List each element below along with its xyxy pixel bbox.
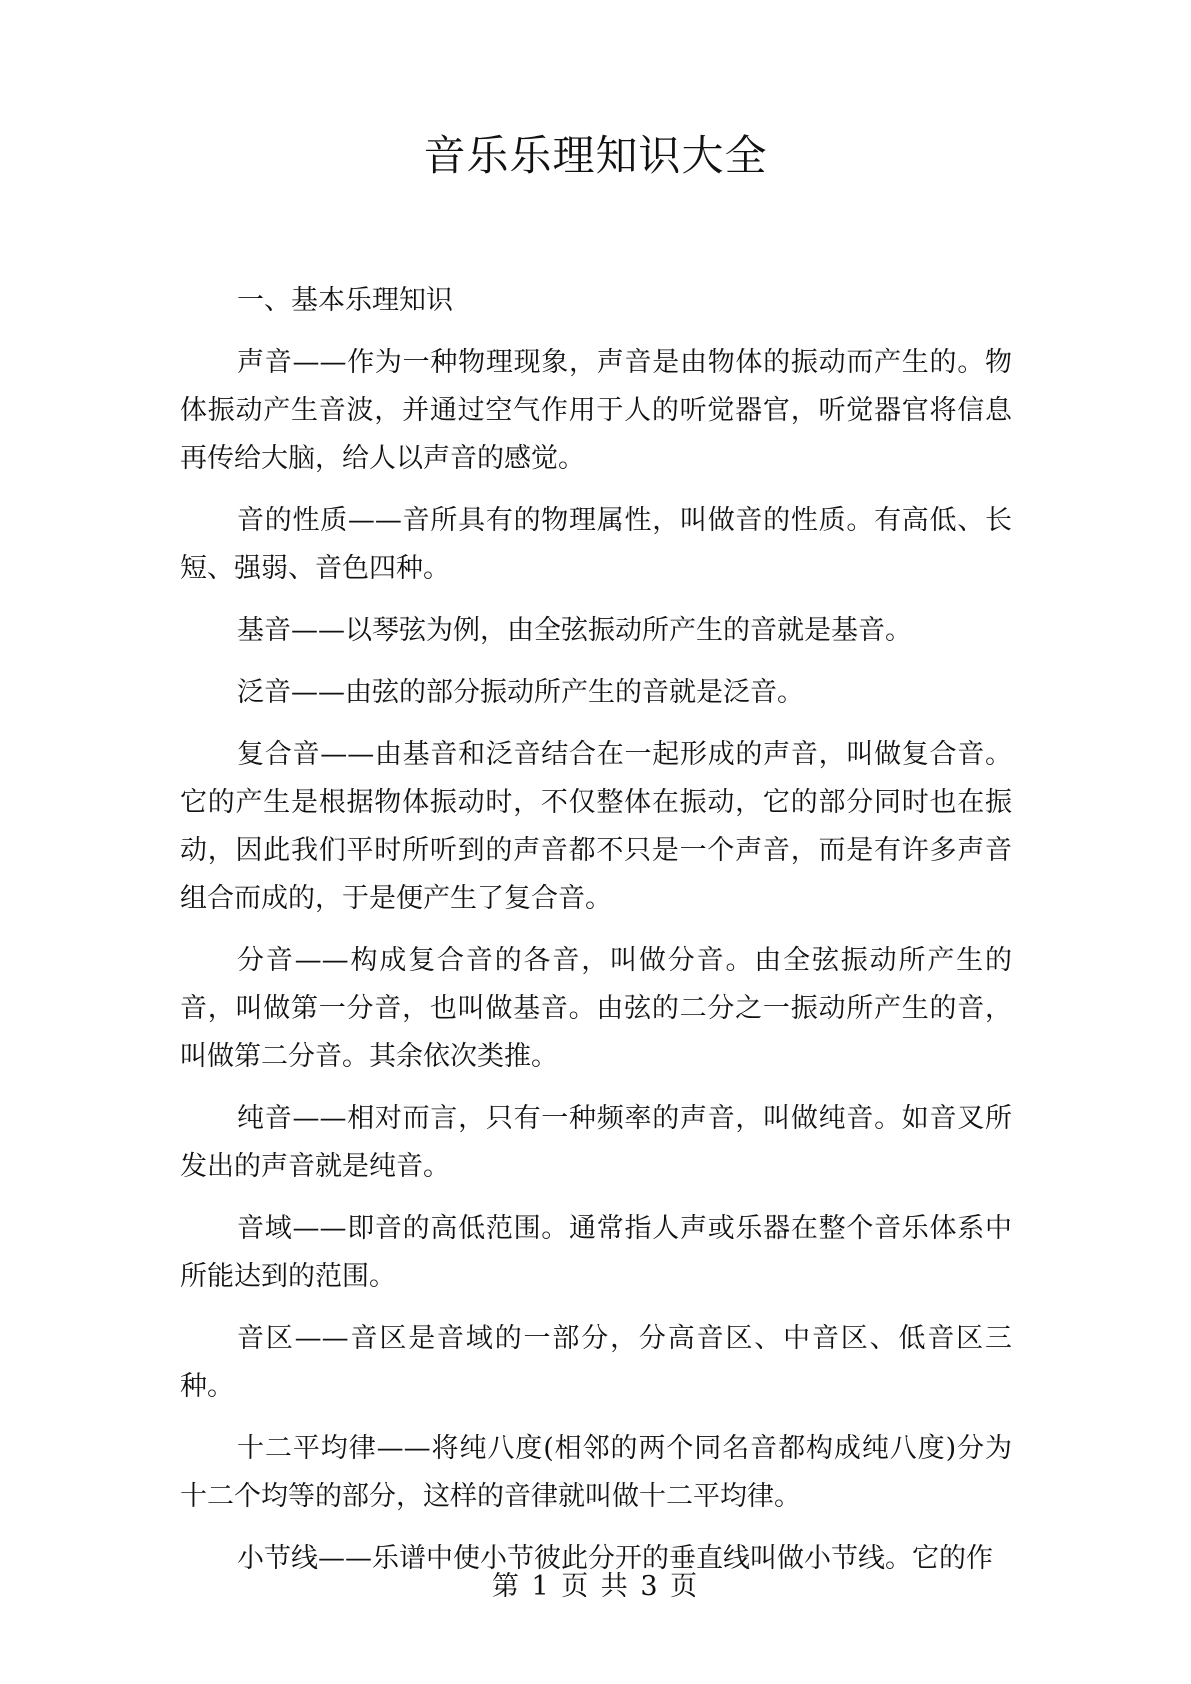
paragraph-overtone: 泛音——由弦的部分振动所产生的音就是泛音。 (237, 677, 804, 708)
document-body (180, 277, 1012, 1597)
paragraph-partials: 分音——构成复合音的各音，叫做分音。由全弦振动所产生的音，叫做第一分音，也叫做基音。由弦的二分之一振动所产生的音，叫做第二分音。其余依次类推。 (180, 945, 1012, 1072)
paragraph-fundamental: 基音——以琴弦为例，由全弦振动所产生的音就是基音。 (237, 615, 912, 646)
paragraph-pure-tone: 纯音——相对而言，只有一种频率的声音，叫做纯音。如音叉所发出的声音就是纯音。 (180, 1103, 1012, 1182)
section-heading: 一、基本乐理知识 (237, 285, 453, 316)
paragraph-tone-properties: 音的性质——音所具有的物理属性，叫做音的性质。有高低、长短、强弱、音色四种。 (180, 505, 1012, 584)
page-number: 第 1 页 共 3 页 (491, 1571, 700, 1602)
document-title: 音乐乐理知识大全 (423, 131, 768, 180)
paragraph-bar-line: 小节线——乐谱中使小节彼此分开的垂直线叫做小节线。它的作 (237, 1543, 993, 1574)
paragraph-range: 音域——即音的高低范围。通常指人声或乐器在整个音乐体系中所能达到的范围。 (180, 1213, 1012, 1292)
paragraph-complex-tone: 复合音——由基音和泛音结合在一起形成的声音，叫做复合音。它的产生是根据物体振动时，不仅整体在振动，它的部分同时也在振动，因此我们平时所听到的声音都不只是一个声音，而是有许多声音组合而成的，于是便产生了复合音。 (180, 739, 1012, 914)
paragraph-register: 音区——音区是音域的一部分，分高音区、中音区、低音区三种。 (180, 1323, 1012, 1402)
paragraph-equal-temperament: 十二平均律——将纯八度(相邻的两个同名音都构成纯八度)分为十二个均等的部分，这样的音律就叫做十二平均律。 (180, 1433, 1012, 1512)
paragraph-sound: 声音——作为一种物理现象，声音是由物体的振动而产生的。物体振动产生音波，并通过空气作用于人的听觉器官，听觉器官将信息再传给大脑，给人以声音的感觉。 (180, 347, 1012, 474)
